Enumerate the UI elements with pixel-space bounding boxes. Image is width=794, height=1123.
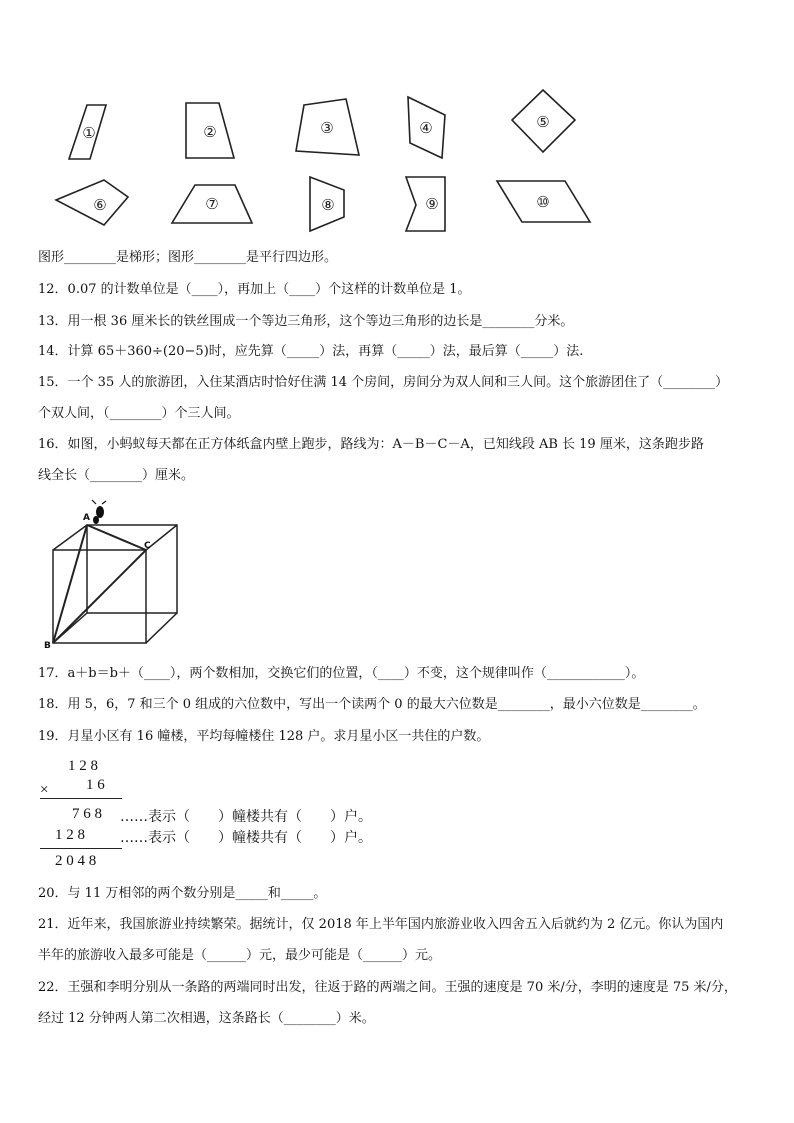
question-22-line1: 22．王强和李明分别从一条路的两端同时出发，往返于路的两端之间。王强的速度是 70 米/分，李明的速度是 75 米/分， xyxy=(38,980,737,995)
question-20: 20．与 11 万相邻的两个数分别是_____和_____。 xyxy=(38,886,327,901)
question-14: 14．计算 65＋360÷(20−5)时，应先算（_____）法，再算（_____）法，最后算（_____）法. xyxy=(38,344,584,359)
shape-label-3: ③ xyxy=(320,119,334,137)
shape-label-1: ① xyxy=(82,124,96,142)
mult-partial-2: 1 2 8 xyxy=(55,827,85,843)
mult-rule-2 xyxy=(40,848,122,849)
question-16-line2: 线全长（________）厘米。 xyxy=(38,468,195,483)
cube-figure xyxy=(40,498,190,653)
question-15-line2: 个双人间，（________）个三人间。 xyxy=(38,406,240,421)
cube-label-c: C xyxy=(144,541,151,551)
question-22-line2: 经过 12 分钟两人第二次相遇，这条路长（________）米。 xyxy=(38,1011,375,1026)
mult-second-number: 1 6 xyxy=(86,777,105,793)
question-16-line1: 16．如图，小蚂蚁每天都在正方体纸盒内壁上跑步，路线为：A－B－C－A，已知线段 AB 长 19 厘米，这条跑步路 xyxy=(38,437,704,452)
question-15-line1: 15．一个 35 人的旅游团，入住某酒店时恰好住满 14 个房间，房间分为双人间和三人间。这个旅游团住了（________） xyxy=(38,375,729,390)
question-21-line1: 21．近年来，我国旅游业持续繁荣。据统计，仅 2018 年上半年国内旅游业收入四舍五入后就约为 2 亿元。你认为国内 xyxy=(38,917,724,932)
question-21-line2: 半年的旅游收入最多可能是（______）元，最少可能是（______）元。 xyxy=(38,948,442,963)
question-13: 13．用一根 36 厘米长的铁丝围成一个等边三角形，这个等边三角形的边长是________分米。 xyxy=(38,314,574,329)
shape-label-2: ② xyxy=(203,123,217,141)
shape-label-9: ⑨ xyxy=(425,195,439,213)
shape-label-7: ⑦ xyxy=(205,195,219,213)
question-12: 12．0.07 的计数单位是（____），再加上（____）个这样的计数单位是 1。 xyxy=(38,282,471,297)
cube-label-b: B xyxy=(44,641,51,651)
mult-partial-1: 7 6 8 xyxy=(72,806,102,822)
question-18: 18．用 5，6，7 和三个 0 组成的六位数中，写出一个读两个 0 的最大六位数是________，最小六位数是________。 xyxy=(38,697,706,712)
shape-label-6: ⑥ xyxy=(93,196,107,214)
mult-rule-1 xyxy=(40,798,122,799)
shape-label-5: ⑤ xyxy=(536,113,550,131)
shape-6-kite xyxy=(56,180,128,225)
shape-label-4: ④ xyxy=(419,119,433,137)
question-17: 17．a＋b＝b＋（____），两个数相加，交换它们的位置，（____）不变，这个规律叫作（____________）。 xyxy=(38,666,645,681)
mult-result: 2 0 4 8 xyxy=(55,853,97,869)
question-19: 19．月星小区有 16 幢楼，平均每幢楼住 128 户。求月星小区一共住的户数。 xyxy=(38,729,490,744)
q11-answer-line: 图形________是梯形；图形________是平行四边形。 xyxy=(38,250,338,265)
shapes-figure xyxy=(40,85,640,235)
mult-times-sign: × xyxy=(40,782,49,798)
ant-icon xyxy=(92,500,106,524)
cube-label-a: A xyxy=(83,513,90,523)
mult-partial-1-note: ……表示（ ）幢楼共有（ ）户。 xyxy=(120,809,372,825)
shape-label-10: ⑩ xyxy=(536,193,550,211)
mult-partial-2-note: ……表示（ ）幢楼共有（ ）户。 xyxy=(120,830,372,846)
mult-top-number: 1 2 8 xyxy=(68,758,98,774)
shape-label-8: ⑧ xyxy=(321,196,335,214)
